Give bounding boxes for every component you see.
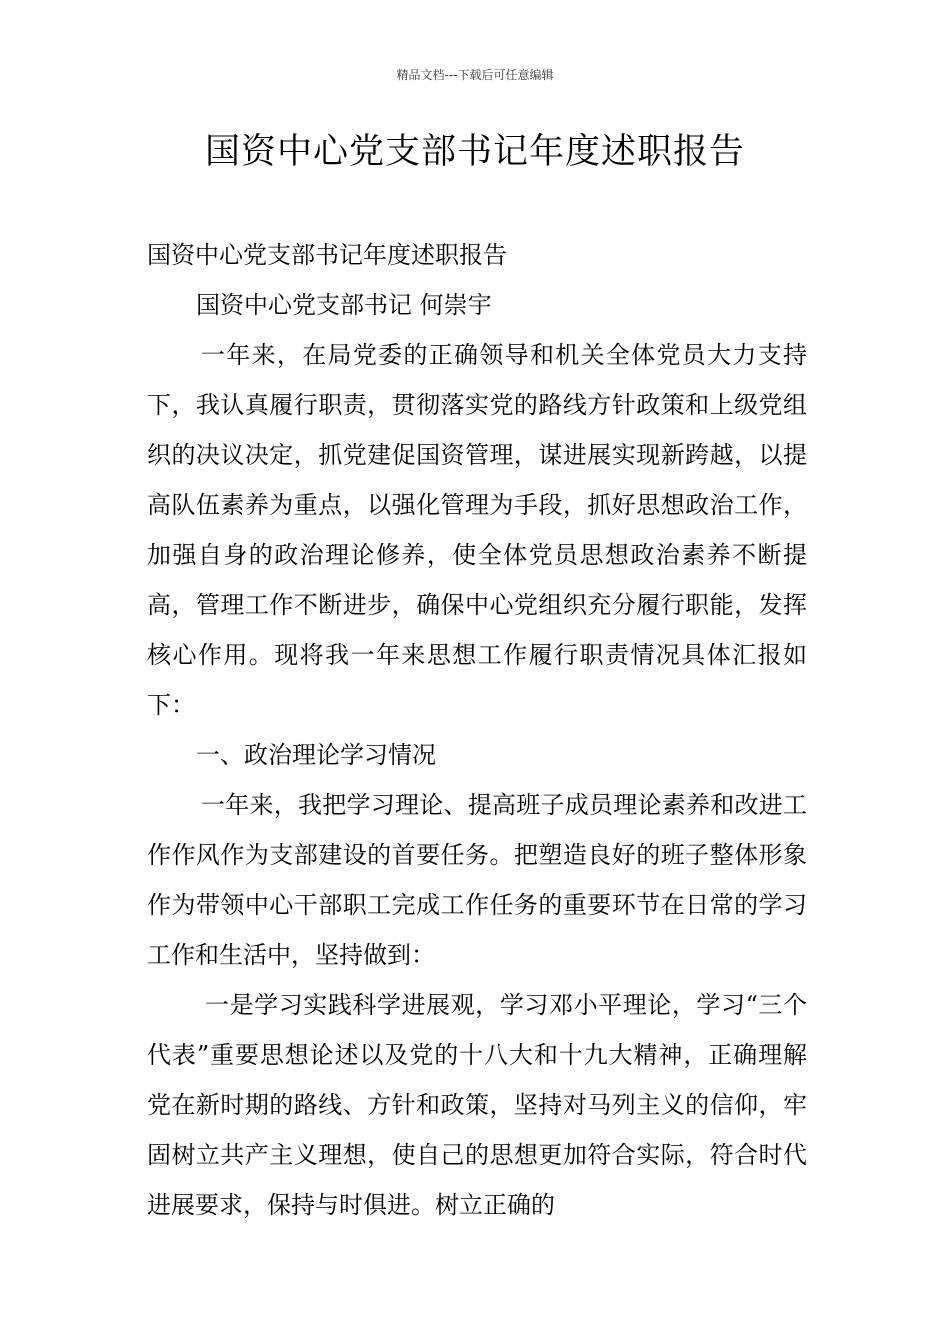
repeat-title: 国资中心党支部书记年度述职报告 [147, 241, 507, 269]
section-paragraph: 一年来，我把学习理论、提高班子成员理论素养和改进工作作风作为支部建设的首要任务。把塑造良好的班子整体形象作为带领中心干部职工完成工作任务的重要环节在日常的学习工作和生活中，坚持做到： [147, 791, 807, 969]
page-header-note: 精品文档---下载后可任意编辑 [396, 68, 554, 82]
author-line: 国资中心党支部书记 何崇宇 [196, 291, 492, 319]
document-body [147, 230, 807, 1230]
point-paragraph: 一是学习实践科学进展观，学习邓小平理论，学习“三个代表”重要思想论述以及党的十八大和十九大精神，正确理解党在新时期的路线、方针和政策，坚持对马列主义的信仰，牢固树立共产主义理想，使自己的思想更加符合实际，符合时代进展要求，保持与时俱进。树立正确的 [147, 991, 807, 1219]
intro-paragraph: 一年来，在局党委的正确领导和机关全体党员大力支持下，我认真履行职责，贯彻落实党的路线方针政策和上级党组织的决议决定，抓党建促国资管理，谋进展实现新跨越，以提高队伍素养为重点，以强化管理为手段，抓好思想政治工作，加强自身的政治理论修养，使全体党员思想政治素养不断提高，管理工作不断进步，确保中心党组织充分履行职能，发挥核心作用。现将我一年来思想工作履行职责情况具体汇报如下： [147, 341, 807, 719]
document-title: 国资中心党支部书记年度述职报告 [204, 132, 745, 172]
section-heading: 一、政治理论学习情况 [196, 741, 436, 769]
